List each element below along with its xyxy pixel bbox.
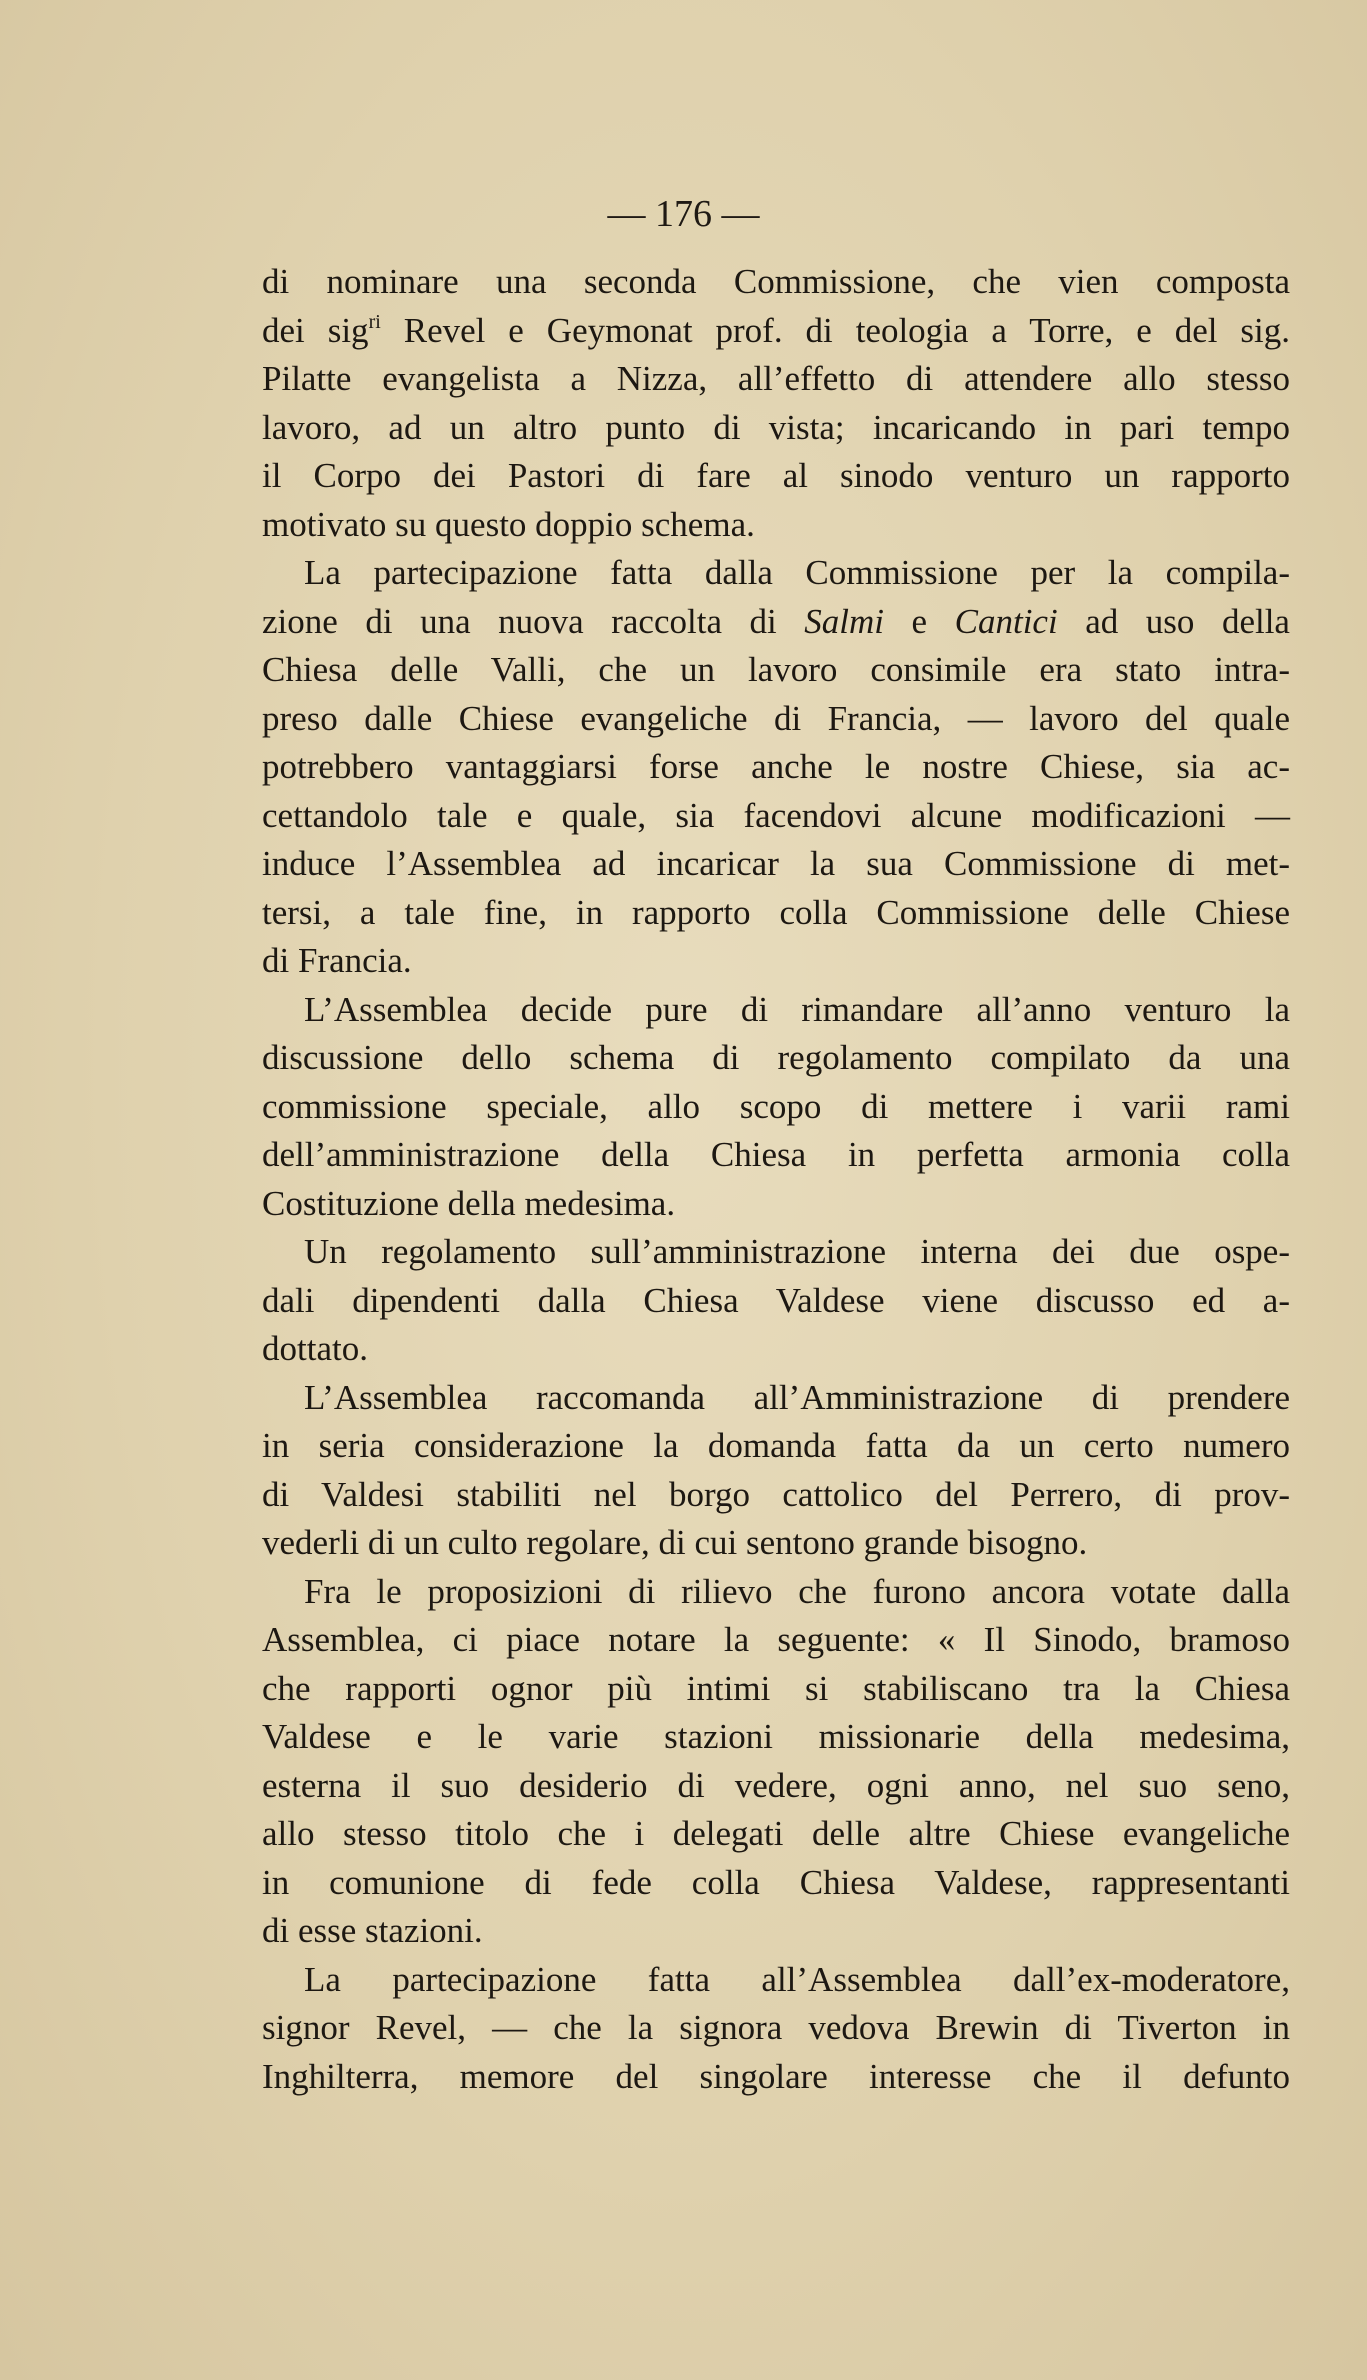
text-line: che rapporti ognor più intimi si stabiliscano tra la Chiesa <box>262 1668 1290 1708</box>
page-number: — 176 — <box>607 193 760 235</box>
text-line: dali dipendenti dalla Chiesa Valdese viene discusso ed a- <box>262 1280 1290 1320</box>
text-line: La partecipazione fatta dalla Commissione per la compila- <box>304 553 1290 592</box>
text-line: Assemblea, ci piace notare la seguente: « Il Sinodo, bramoso <box>262 1620 1290 1659</box>
text-line: allo stesso titolo che i delegati delle altre Chiese evangeliche <box>262 1814 1290 1853</box>
text-line: motivato su questo doppio schema. <box>262 504 755 544</box>
text-line: dottato. <box>262 1329 368 1368</box>
text-line: zione di una nuova raccolta di Salmi e Cantici ad uso della <box>262 601 1290 641</box>
text-line: Un regolamento sull’amministrazione interna dei due ospe- <box>304 1232 1290 1271</box>
text-line: La partecipazione fatta all’Assemblea dall’ex-moderatore, <box>304 1959 1290 1999</box>
text-line: dei sig$^{ri}$ Revel e Geymonat prof. di teologia a Torre, e del sig. <box>262 310 1290 350</box>
text-line: dell’amministrazione della Chiesa in perfetta armonia colla <box>262 1135 1290 1174</box>
text-line: il Corpo dei Pastori di fare al sinodo venturo un rapporto <box>262 456 1290 495</box>
text-line: di nominare una seconda Commissione, che vien composta <box>262 262 1290 301</box>
text-line: cettandolo tale e quale, sia facendovi alcune modificazioni — <box>262 795 1290 835</box>
text-line: tersi, a tale fine, in rapporto colla Commissione delle Chiese <box>262 892 1290 932</box>
text-line: Fra le proposizioni di rilievo che furono ancora votate dalla <box>304 1571 1290 1611</box>
text-line: di Valdesi stabiliti nel borgo cattolico del Perrero, di prov- <box>262 1474 1290 1514</box>
text-line: vederli di un culto regolare, di cui sentono grande bisogno. <box>262 1523 1088 1562</box>
text-line: Valdese e le varie stazioni missionarie della medesima, <box>262 1717 1290 1756</box>
text-line: discussione dello schema di regolamento compilato da una <box>262 1038 1290 1077</box>
text-line: di esse stazioni. <box>262 1911 483 1950</box>
text-line: di Francia. <box>262 941 412 980</box>
text-line: Inghilterra, memore del singolare interesse che il defunto <box>262 2056 1290 2096</box>
text-line: potrebbero vantaggiarsi forse anche le nostre Chiese, sia ac- <box>262 747 1290 786</box>
text-line: lavoro, ad un altro punto di vista; incaricando in pari tempo <box>262 407 1290 447</box>
text-line: L’Assemblea raccomanda all’Amministrazione di prendere <box>304 1377 1290 1417</box>
text-line: esterna il suo desiderio di vedere, ogni anno, nel suo seno, <box>262 1765 1290 1805</box>
text-line: Pilatte evangelista a Nizza, all’effetto di attendere allo stesso <box>262 359 1290 398</box>
body-text <box>262 258 1290 2101</box>
text-line: Chiesa delle Valli, che un lavoro consimile era stato intra- <box>262 650 1290 689</box>
text-line: commissione speciale, allo scopo di mettere i varii rami <box>262 1086 1290 1126</box>
text-line: in seria considerazione la domanda fatta da un certo numero <box>262 1426 1290 1465</box>
text-line: preso dalle Chiese evangeliche di Francia, — lavoro del quale <box>262 698 1290 738</box>
text-line: signor Revel, — che la signora vedova Brewin di Tiverton in <box>262 2008 1290 2047</box>
text-line: induce l’Assemblea ad incaricar la sua Commissione di met- <box>262 844 1290 883</box>
text-line: L’Assemblea decide pure di rimandare all’anno venturo la <box>304 989 1290 1029</box>
text-line: in comunione di fede colla Chiesa Valdese, rappresentanti <box>262 1862 1290 1902</box>
text-line: Costituzione della medesima. <box>262 1183 676 1223</box>
